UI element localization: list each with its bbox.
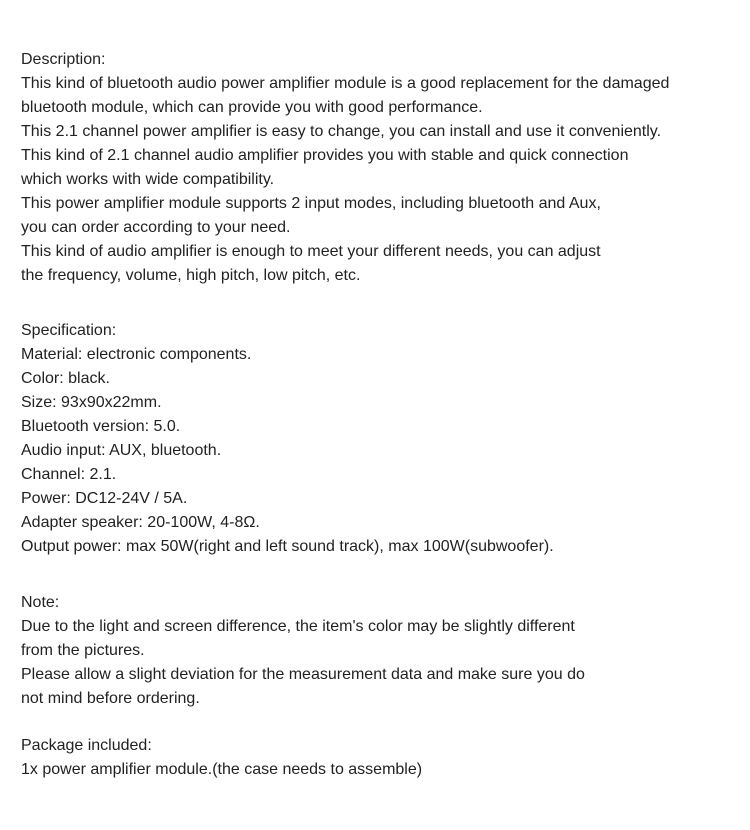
package-line: 1x power amplifier module.(the case needs to assemble) xyxy=(21,761,423,778)
note-line: not mind before ordering. xyxy=(21,690,200,707)
section-spacer xyxy=(21,711,736,734)
specification-line: Power: DC12-24V / 5A. xyxy=(21,490,188,507)
description-line: This power amplifier module supports 2 input modes, including bluetooth and Aux, xyxy=(21,195,601,212)
package-heading: Package included: xyxy=(21,737,152,754)
note-line: Please allow a slight deviation for the measurement data and make sure you do xyxy=(21,666,585,683)
specification-line: Audio input: AUX, bluetooth. xyxy=(21,442,222,459)
note-heading: Note: xyxy=(21,594,60,611)
section-spacer xyxy=(21,559,736,591)
description-line: This kind of bluetooth audio power amplifier module is a good replacement for the damaged xyxy=(21,75,670,92)
specification-line: Adapter speaker: 20-100W, 4-8Ω. xyxy=(21,514,260,531)
specification-heading: Specification: xyxy=(21,322,117,339)
note-line: from the pictures. xyxy=(21,642,145,659)
description-heading: Description: xyxy=(21,51,106,68)
specification-line: Material: electronic components. xyxy=(21,346,252,363)
note-line: Due to the light and screen difference, the item's color may be slightly different xyxy=(21,618,575,635)
description-line: This kind of 2.1 channel audio amplifier provides you with stable and quick connection xyxy=(21,147,629,164)
description-line: This kind of audio amplifier is enough to meet your different needs, you can adjust xyxy=(21,243,601,260)
specification-line: Channel: 2.1. xyxy=(21,466,117,483)
section-spacer xyxy=(21,288,736,319)
product-description-document xyxy=(21,48,736,782)
specification-line: Color: black. xyxy=(21,370,110,387)
description-line: This 2.1 channel power amplifier is easy to change, you can install and use it conveniently. xyxy=(21,123,662,140)
description-line: bluetooth module, which can provide you with good performance. xyxy=(21,99,483,116)
description-line: which works with wide compatibility. xyxy=(21,171,275,188)
specification-line: Output power: max 50W(right and left sound track), max 100W(subwoofer). xyxy=(21,538,554,555)
specification-line: Bluetooth version: 5.0. xyxy=(21,418,181,435)
specification-line: Size: 93x90x22mm. xyxy=(21,394,162,411)
description-line: you can order according to your need. xyxy=(21,219,291,236)
description-line: the frequency, volume, high pitch, low pitch, etc. xyxy=(21,267,361,284)
